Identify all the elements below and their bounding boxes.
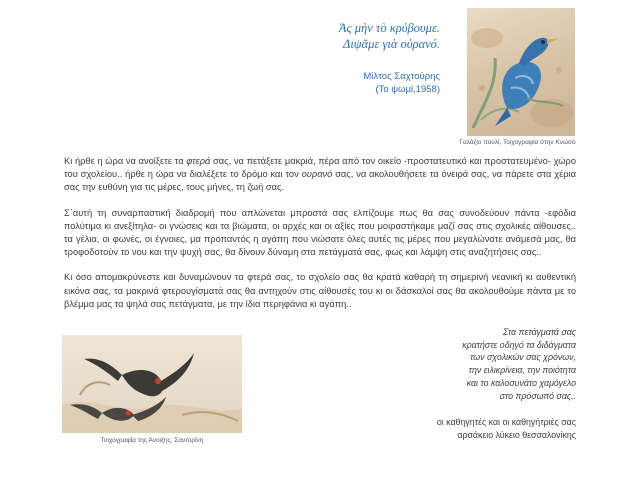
swallows-fresco-image [62,335,242,433]
poem-line-5: και το καλοσυνάτο χαμόγελο [466,377,576,388]
epigraph-line-1: Άς μὴν τὸ κρύβουμε. [338,21,440,35]
blue-bird-illustration [467,8,575,136]
bird-image-caption: Γαλάζιο πουλί, Τοιχογραφία στην Κνωσό [459,139,576,146]
paragraph-1 [64,155,576,195]
epigraph-source: (Το ψωμί,1958) [375,84,440,95]
paragraph-3: Κι όσο απομακρύνεστε και δυναμώνουν τα φτερά σας, το σχολείο σας θα κρατά καθαρή τη σημερινή νεανική κι αυθεντική εικόνα σας, τα μακρινά φτερουγίσματά σας θα αντηχούν στις αίθουσές του κι οι δάσκαλοί σας θα ακολουθούμε πάντα με το βλέμμα μας τα ψηλά σας πετάγματα, με την ίδια περηφάνια κι αγάπη.. [64,272,576,309]
epigraph-line-2: Διψᾶμε γιὰ οὐρανό. [342,37,440,51]
poem-line-4: την ειλικρίνεια, την ποιότητα [468,365,576,376]
paragraph-1-wings: φτερά [186,156,211,166]
poem-line-3: των σχολικών σας χρόνων, [470,352,576,363]
paragraph-1-part-a: Κι ήρθε η ώρα να ανοίξετε τα [64,156,187,166]
signature-teachers: οι καθηγητές και οι καθηγήτριές σας [436,417,576,427]
poem-line-6: στο πρόσωπό σας.. [499,390,576,401]
poem-line-1: Στα πετάγματά σας [502,327,576,337]
epigraph-author: Μίλτος Σαχτούρης [363,71,440,82]
signature-school: αρσάκειο λύκειο θεσσαλονίκης [457,430,576,440]
epigraph [300,20,440,96]
paragraph-1-part-b: σας, να πετάξετε μακριά, πέρα από τον οικείο -προστατευτικό και προστατευμένο- χώρο του σχολείου.. ήρθε η ώρα να διαλέξετε το δρόμο και τον [64,156,576,180]
blue-bird-fresco-image [467,8,575,136]
signature [380,416,576,442]
paragraph-2: Σ΄αυτή τη συναρπαστική διαδρομή που απλώνεται μπροστά σας ελπίζουμε πως θα σας συνοδεύουν πάντα -εφόδια πολύτιμα κι ανεξίτηλα- οι γνώσεις και τα βιώματα, οι αρχές και οι αξίες που μοιραστήκαμε μαζί σας στις σχολικές αίθουσες.. τα γέλια, οι φωνές, οι έγνοιες, μα προπαντός η αγάπη που νιώσατε όλες αυτές τις μέρες που μεγαλώνατε ανάμεσά μας, θα τροφοδοτούν το νου και την ψυχή σας, θα δίνουν δύναμη στα πετάγματά σας, φως και λάμψη στις αναζητήσεις σας.. [64,207,576,258]
letter-body [64,155,576,323]
paragraph-1-sky: ουρανό [301,169,333,180]
poem-line-2: κρατήστε οδηγό τα διδάγματα [462,339,576,350]
paragraph-1-part-c: σας, να ακολουθήσετε τα όνειρά σας, να πάρετε στα χέρια σας την ευθύνη για τις μέρες, τους μήνες, τη ζωή σας. [64,169,577,193]
swallows-image-caption: Τοιχογραφία της Άνοιξης, Σαντορίνη [100,437,204,444]
swallows-illustration [62,335,242,433]
closing-poem [380,326,576,402]
